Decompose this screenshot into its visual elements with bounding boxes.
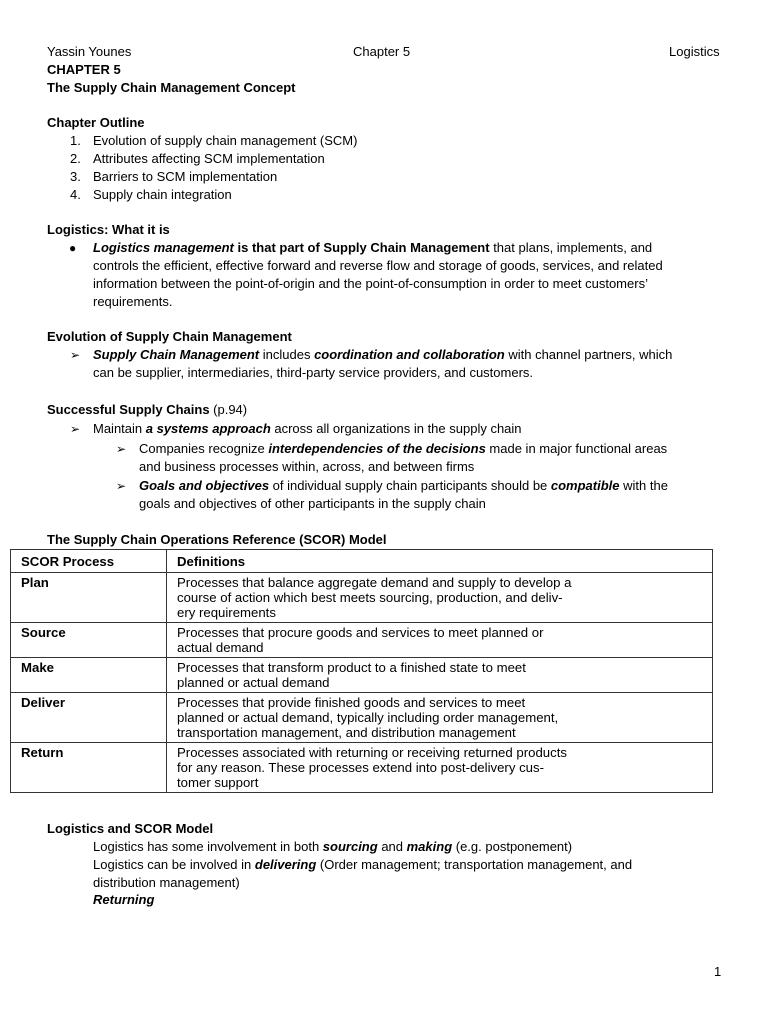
bullet-dot-icon: ●	[69, 241, 77, 255]
definition-line: Processes that balance aggregate demand and supply to develop a	[177, 575, 572, 590]
logistics-line-2: controls the efficient, effective forward and reverse flow and storage of goods, services, and related	[93, 258, 663, 273]
process-definition	[167, 658, 713, 693]
table-row	[11, 573, 713, 623]
scor-heading: The Supply Chain Operations Reference (SCOR) Model	[47, 532, 387, 547]
outline-num: 4.	[70, 187, 81, 202]
successful-heading: Successful Supply Chains	[47, 402, 210, 417]
maintain-emphasis: a systems approach	[145, 421, 271, 436]
definition-line: Processes that transform product to a finished state to meet	[177, 660, 526, 675]
logscor-emphasis: delivering	[254, 857, 317, 872]
logistics-line-4: requirements.	[93, 294, 173, 309]
definition-line: course of action which best meets sourcing, production, and deliv-	[177, 590, 563, 605]
maintain-text: across all organizations in the supply chain	[270, 421, 522, 436]
logscor-line-2	[93, 856, 632, 874]
logistics-definition: that plans, implements, and	[489, 240, 653, 255]
arrow-bullet-icon: ➢	[116, 442, 127, 456]
definition-line: Processes that procure goods and services to meet planned or	[177, 625, 544, 640]
sub-bullet-text: of individual supply chain participants should be	[269, 478, 551, 493]
sub-bullet-2-line-1	[139, 477, 668, 495]
sub-bullet-emphasis: interdependencies of the decisions	[268, 441, 486, 456]
evolution-text: includes	[259, 347, 315, 362]
logscor-text: (Order management; transportation management, and	[316, 857, 633, 872]
logscor-line-1	[93, 838, 572, 856]
evolution-line-2: can be supplier, intermediaries, third-party service providers, and customers.	[93, 365, 534, 380]
outline-item: Barriers to SCM implementation	[93, 169, 278, 184]
definition-line: Processes that provide finished goods and services to meet	[177, 695, 526, 710]
definition-line: planned or actual demand, typically including order management,	[177, 710, 559, 725]
process-name: Source	[11, 623, 167, 658]
sub-bullet-text: made in major functional areas	[485, 441, 668, 456]
logistics-line-3: information between the point-of-origin and the point-of-consumption in order to meet customers’	[93, 276, 648, 291]
logscor-line-4: Returning	[93, 892, 155, 907]
process-definition	[167, 693, 713, 743]
chapter-label: CHAPTER 5	[47, 62, 121, 77]
page-number: 1	[714, 964, 722, 979]
process-definition	[167, 573, 713, 623]
maintain-text: Maintain	[93, 421, 146, 436]
logscor-text: Logistics can be involved in	[93, 857, 255, 872]
sub-bullet-text: Companies recognize	[139, 441, 269, 456]
outline-item: Attributes affecting SCM implementation	[93, 151, 325, 166]
definition-line: planned or actual demand	[177, 675, 330, 690]
definition-line: ery requirements	[177, 605, 276, 620]
logscor-text: Logistics has some involvement in both	[93, 839, 323, 854]
header-chapter: Chapter 5	[353, 44, 411, 59]
sub-bullet-emphasis: compatible	[550, 478, 620, 493]
sub-bullet-1-line-2: and business processes within, across, and between firms	[139, 459, 475, 474]
logscor-heading: Logistics and SCOR Model	[47, 821, 214, 836]
logistics-definition-bold: is that part of Supply Chain Management	[233, 240, 490, 255]
outline-item: Supply chain integration	[93, 187, 232, 202]
outline-num: 2.	[70, 151, 81, 166]
chapter-title: The Supply Chain Management Concept	[47, 80, 296, 95]
table-row	[11, 658, 713, 693]
table-row	[11, 623, 713, 658]
table-row	[11, 743, 713, 793]
evolution-line-1	[93, 346, 672, 364]
definition-line: transportation management, and distribution management	[177, 725, 516, 740]
evolution-term: Supply Chain Management	[93, 347, 260, 362]
logscor-emphasis: sourcing	[322, 839, 378, 854]
outline-num: 1.	[70, 133, 81, 148]
header-subject: Logistics	[669, 44, 720, 59]
scor-table	[10, 549, 713, 793]
process-name: Return	[11, 743, 167, 793]
outline-num: 3.	[70, 169, 81, 184]
maintain-line	[93, 420, 522, 438]
arrow-bullet-icon: ➢	[70, 422, 81, 436]
logscor-emphasis: making	[406, 839, 453, 854]
header-author: Yassin Younes	[47, 44, 132, 59]
column-header-definitions: Definitions	[167, 550, 713, 573]
outline-item: Evolution of supply chain management (SCM)	[93, 133, 358, 148]
sub-bullet-1-line-1	[139, 440, 667, 458]
column-header-process: SCOR Process	[11, 550, 167, 573]
definition-line: for any reason. These processes extend into post-delivery cus-	[177, 760, 544, 775]
page-reference: (p.94)	[209, 402, 248, 417]
logscor-line-3: distribution management)	[93, 875, 240, 890]
successful-heading-line	[47, 401, 247, 419]
sub-bullet-emphasis: Goals and objectives	[139, 478, 270, 493]
logscor-text: and	[377, 839, 407, 854]
logistics-line-1	[93, 239, 652, 257]
sub-bullet-text: with the	[619, 478, 668, 493]
process-definition	[167, 743, 713, 793]
process-name: Plan	[11, 573, 167, 623]
sub-bullet-2-line-2: goals and objectives of other participants in the supply chain	[139, 496, 486, 511]
definition-line: Processes associated with returning or receiving returned products	[177, 745, 567, 760]
definition-line: actual demand	[177, 640, 264, 655]
table-row	[11, 693, 713, 743]
arrow-bullet-icon: ➢	[70, 348, 81, 362]
outline-heading: Chapter Outline	[47, 115, 145, 130]
process-name: Deliver	[11, 693, 167, 743]
logistics-heading: Logistics: What it is	[47, 222, 170, 237]
evolution-heading: Evolution of Supply Chain Management	[47, 329, 292, 344]
process-definition	[167, 623, 713, 658]
logscor-text: (e.g. postponement)	[452, 839, 573, 854]
process-name: Make	[11, 658, 167, 693]
evolution-text: with channel partners, which	[504, 347, 673, 362]
logistics-term: Logistics management	[93, 240, 234, 255]
definition-line: tomer support	[177, 775, 259, 790]
arrow-bullet-icon: ➢	[116, 479, 127, 493]
evolution-emphasis: coordination and collaboration	[314, 347, 505, 362]
table-header-row	[11, 550, 713, 573]
